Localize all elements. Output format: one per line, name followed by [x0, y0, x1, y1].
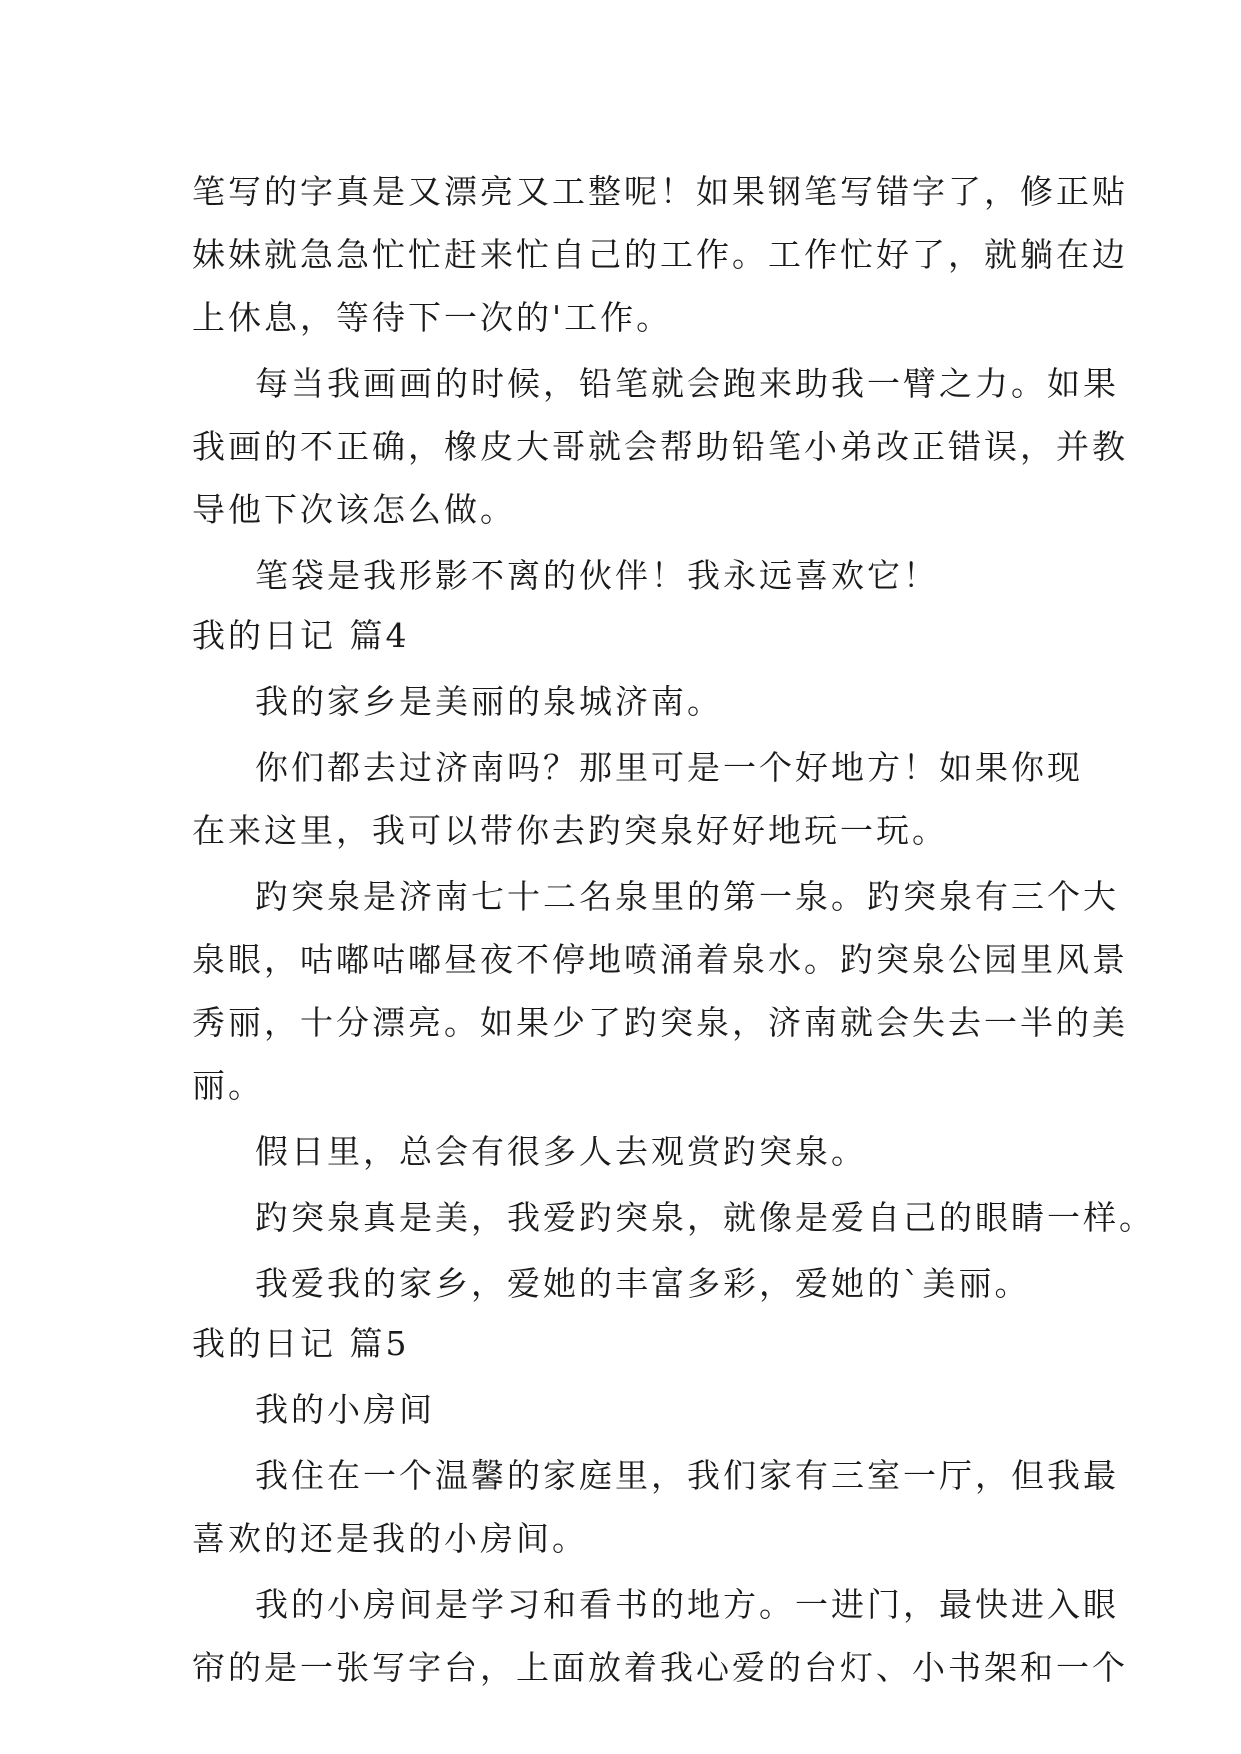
- text-line: 我爱我的家乡，爱她的丰富多彩，爱她的`美丽。: [255, 1264, 1031, 1303]
- text-line: 导他下次该怎么做。: [192, 490, 516, 529]
- text-line: 笔袋是我形影不离的伙伴！我永远喜欢它！: [255, 556, 939, 595]
- text-line: 丽。: [192, 1066, 264, 1105]
- text-line: 每当我画画的时候，铅笔就会跑来助我一臂之力。如果: [255, 364, 1119, 403]
- text-line: 我住在一个温馨的家庭里，我们家有三室一厅，但我最: [255, 1456, 1119, 1495]
- text-line: 上休息，等待下一次的'工作。: [192, 298, 673, 337]
- text-line: 在来这里，我可以带你去趵突泉好好地玩一玩。: [192, 811, 948, 850]
- text-line: 帘的是一张写字台，上面放着我心爱的台灯、小书架和一个: [192, 1648, 1128, 1687]
- text-line: 我的小房间: [255, 1390, 435, 1429]
- text-line: 我的小房间是学习和看书的地方。一进门，最快进入眼: [255, 1585, 1119, 1624]
- text-line: 趵突泉真是美，我爱趵突泉，就像是爱自己的眼睛一样。: [255, 1198, 1155, 1237]
- section-heading: 我的日记 篇4: [192, 616, 410, 655]
- text-line: 喜欢的还是我的小房间。: [192, 1519, 588, 1558]
- text-line: 妹妹就急急忙忙赶来忙自己的工作。工作忙好了，就躺在边: [192, 235, 1128, 274]
- text-line: 秀丽，十分漂亮。如果少了趵突泉，济南就会失去一半的美: [192, 1003, 1128, 1042]
- text-line: 假日里，总会有很多人去观赏趵突泉。: [255, 1132, 867, 1171]
- text-line: 我的家乡是美丽的泉城济南。: [255, 682, 723, 721]
- section-heading: 我的日记 篇5: [192, 1324, 410, 1363]
- text-line: 你们都去过济南吗？那里可是一个好地方！如果你现: [255, 748, 1083, 787]
- text-line: 笔写的字真是又漂亮又工整呢！如果钢笔写错字了，修正贴: [192, 172, 1128, 211]
- text-line: 泉眼，咕嘟咕嘟昼夜不停地喷涌着泉水。趵突泉公园里风景: [192, 940, 1128, 979]
- text-line: 趵突泉是济南七十二名泉里的第一泉。趵突泉有三个大: [255, 877, 1119, 916]
- text-line: 我画的不正确，橡皮大哥就会帮助铅笔小弟改正错误，并教: [192, 427, 1128, 466]
